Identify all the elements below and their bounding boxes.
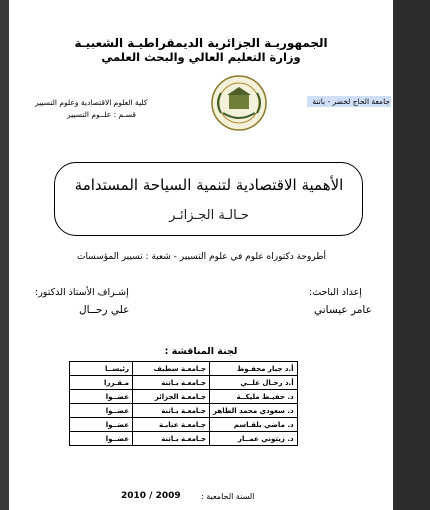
window-scroll-area [393, 0, 430, 510]
member-name: د. زيتوني عمــار [210, 432, 298, 446]
table-row [70, 418, 298, 432]
table-row [70, 390, 298, 404]
academic-year-label: السنة الجامعية : [201, 492, 255, 501]
member-role: رئيســا [70, 362, 133, 376]
supervisor-label: إشـراف الأستاذ الدكتور: [35, 287, 129, 298]
table-row [70, 362, 298, 376]
department-name: قسـم : علــوم التسيير [67, 110, 137, 119]
thesis-title: الأهمية الاقتصادية لتنمية السياحة المستدامة [74, 176, 344, 194]
supervisor-name: علي رحــال [79, 304, 130, 316]
researcher-name: عامر عيساني [314, 304, 372, 316]
member-name: أ.د جبار محفـوظ [210, 362, 298, 376]
title-frame [54, 162, 363, 236]
table-row [70, 376, 298, 390]
committee-title: لجنة المناقشة : [164, 346, 238, 357]
member-name: د. ماضي بلقـاسم [210, 418, 298, 432]
academic-year-value: 2010 / 2009 [121, 491, 181, 501]
table-row [70, 404, 298, 418]
member-role: عضــوا [70, 390, 133, 404]
case-study-subtitle: حـالـة الجـزائـر [169, 208, 249, 223]
member-role: عضــوا [70, 404, 133, 418]
thesis-description: أطروحة دكتوراه علوم في علوم التسيير - شعبة : تسيير المؤسسات [76, 252, 327, 262]
ministry-heading: وزارة التعليم العالي والبحث العلمي [101, 50, 301, 64]
member-role: عضــوا [70, 432, 133, 446]
republic-heading: الجمهوريـة الجزائرية الديمقراطيـة الشعبيـة [74, 36, 328, 50]
member-university: جـامعـة بـاتنة [133, 404, 210, 418]
university-logo [209, 73, 269, 133]
table-row [70, 432, 298, 446]
member-university: جـامعـة بـاتنة [133, 376, 210, 390]
faculty-name: كلية العلوم الاقتصادية وعلوم التسيير [35, 98, 148, 107]
member-university: جـامعـة عنابـة [133, 418, 210, 432]
member-name: د. حفيـظ مليكــة [210, 390, 298, 404]
researcher-label: إعداد الباحث: [309, 287, 362, 298]
member-role: عضــوا [70, 418, 133, 432]
committee-table [69, 361, 298, 446]
member-university: جـامعـة سطيف [133, 362, 210, 376]
member-university: جـامعـة بـاتنة [133, 432, 210, 446]
document-page [9, 0, 393, 510]
member-name: أ.د رحـال علــي [210, 376, 298, 390]
member-university: جـامعـة الجزائر [133, 390, 210, 404]
member-name: د. سعودي محمد الطاهر [210, 404, 298, 418]
member-role: مـقـررا [70, 376, 133, 390]
university-name: جامعة الحاج لخضر - باتنة [307, 96, 391, 107]
